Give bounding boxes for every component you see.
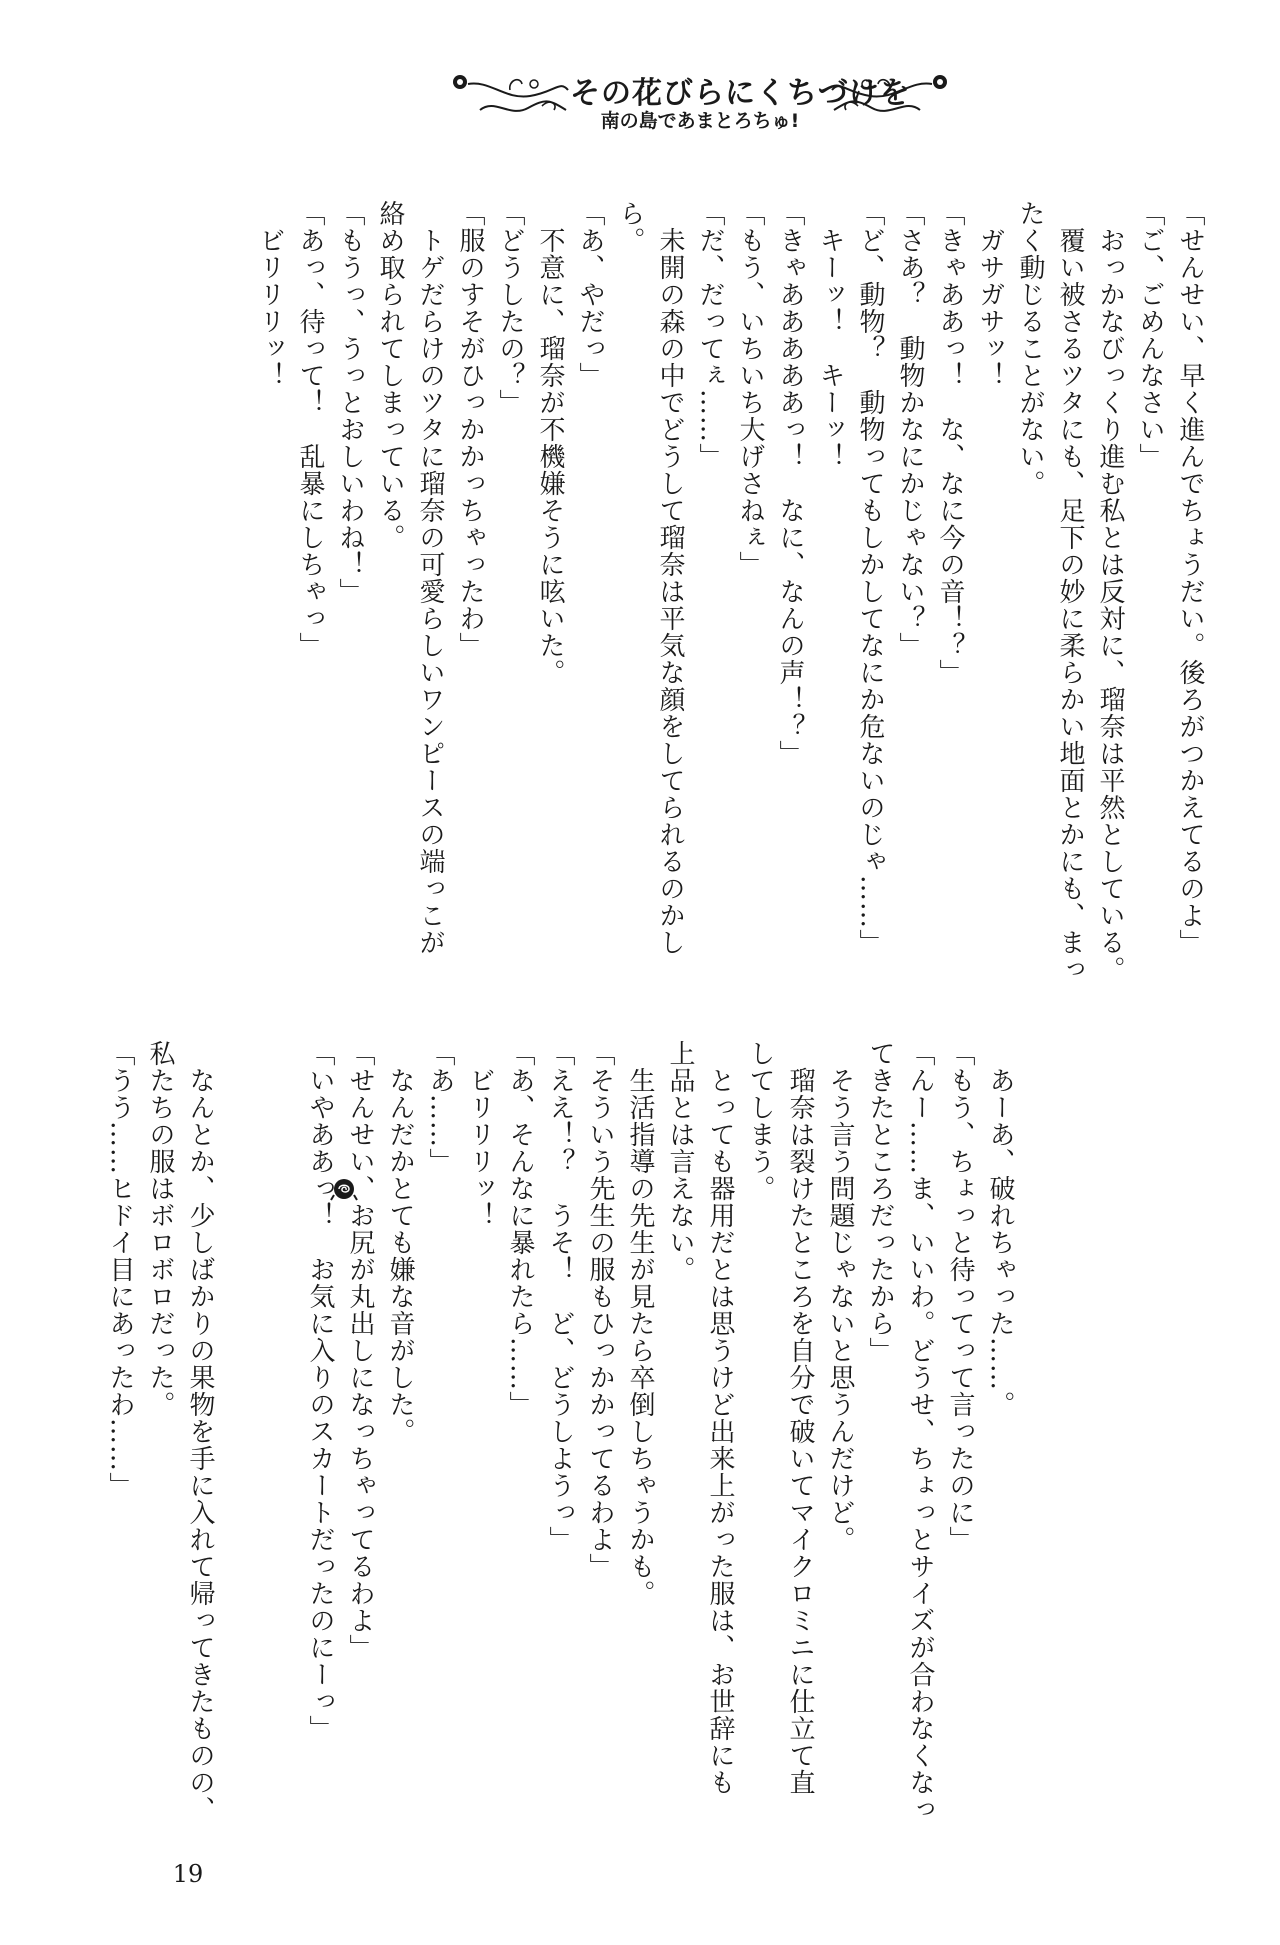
- text-line: 「服のすそがひっかかっちゃったわ」: [455, 200, 485, 659]
- book-subtitle: 南の島であまとろちゅ!: [600, 110, 800, 132]
- text-line: 「せんせい、早く進んでちょうだい。後ろがつかえてるのよ」: [1175, 200, 1205, 956]
- text-line: なんだかとても嫌な音がした。: [385, 1040, 415, 1445]
- text-line: 「もう、ちょっと待ってって言ったのに」: [945, 1040, 975, 1553]
- text-line: [260, 1040, 300, 1870]
- text-line: 「あ、そんなに暴れたら……」: [505, 1040, 535, 1418]
- text-line: 「あ……」: [425, 1040, 455, 1175]
- text-line: 「んー……ま、いいわ。どうせ、ちょっとサイズが合わなくなっ: [905, 1040, 935, 1823]
- page-header: [450, 62, 950, 142]
- text-line: 「だ、だってぇ……」: [695, 200, 725, 470]
- text-line: [220, 1040, 260, 1870]
- text-line: 生活指導の先生が見たら卒倒しちゃうかも。: [625, 1040, 655, 1607]
- text-line: あーあ、破れちゃった……。: [985, 1040, 1015, 1418]
- text-line: 「ええ！？ うそ！ ど、どうしようっ」: [545, 1040, 575, 1553]
- text-line: おっかなびっくり進む私とは反対に、瑠奈は平然としている。: [1095, 200, 1125, 983]
- text-line: とっても器用だとは思うけど出来上がった服は、お世辞にも: [705, 1040, 735, 1796]
- text-line: 不意に、瑠奈が不機嫌そうに呟いた。: [535, 200, 565, 686]
- text-line: 「どうしたの？」: [495, 200, 525, 416]
- text-line: トゲだらけのツタに瑠奈の可愛らしいワンピースの端っこが: [415, 200, 445, 956]
- text-line: ら。: [615, 200, 645, 254]
- text-line: そう言う問題じゃないと思うんだけど。: [825, 1040, 855, 1553]
- text-line: なんとか、少しばかりの果物を手に入れて帰ってきたものの、: [185, 1040, 215, 1823]
- text-line: 「あ、やだっ」: [575, 200, 605, 389]
- text-line: 絡め取られてしまっている。: [375, 200, 405, 551]
- text-line: 瑠奈は裂けたところを自分で破いてマイクロミニに仕立て直: [785, 1040, 815, 1796]
- text-line: 「ご、ごめんなさい」: [1135, 200, 1165, 470]
- text-line: 私たちの服はボロボロだった。: [145, 1040, 175, 1418]
- text-line: キーッ！ キーッ！: [815, 200, 845, 470]
- text-line: 「いやああっ！ お気に入りのスカートだったのにーっ」: [305, 1040, 335, 1742]
- text-line: 「あっ、待って！ 乱暴にしちゃっ」: [295, 200, 325, 659]
- text-line: 「そういう先生の服もひっかかってるわよ」: [585, 1040, 615, 1580]
- text-line: ビリリリッ！: [465, 1040, 495, 1229]
- text-line: 「きゃあああああっ！ なに、なんの声！？」: [775, 200, 805, 767]
- text-line: 「もう、いちいち大げさねぇ」: [735, 200, 765, 578]
- text-line: 「うう……ヒドイ目にあったわ……」: [105, 1040, 135, 1499]
- flourish-right-icon: [830, 70, 950, 130]
- text-column-top: [250, 200, 1210, 1030]
- text-line: 未開の森の中でどうして瑠奈は平気な顔をしてられるのかし: [655, 200, 685, 956]
- text-line: 覆い被さるツタにも、足下の妙に柔らかい地面とかにも、まっ: [1055, 200, 1085, 983]
- text-line: ビリリリッ！: [255, 200, 285, 389]
- text-line: ガサガサッ！: [975, 200, 1005, 389]
- text-line: てきたところだったから」: [865, 1040, 895, 1364]
- page-number: 19: [172, 1860, 204, 1888]
- text-line: 「せんせい、お尻が丸出しになっちゃってるわよ」: [345, 1040, 375, 1661]
- text-line: 「ど、動物？ 動物ってもしかしてなにか危ないのじゃ……」: [855, 200, 885, 956]
- text-line: してしまう。: [745, 1040, 775, 1202]
- flourish-left-icon: [450, 70, 570, 130]
- text-line: 「きゃああっ！ な、なに今の音！？」: [935, 200, 965, 686]
- text-line: たく動じることがない。: [1015, 200, 1045, 497]
- text-line: 「もうっ、うっとおしいわね！」: [335, 200, 365, 605]
- text-line: 「さあ？ 動物かなにかじゃない？」: [895, 200, 925, 659]
- text-line: 上品とは言えない。: [665, 1040, 695, 1283]
- text-column-bottom: [100, 1040, 1020, 1870]
- book-title: その花びらにくちづけを: [570, 76, 911, 111]
